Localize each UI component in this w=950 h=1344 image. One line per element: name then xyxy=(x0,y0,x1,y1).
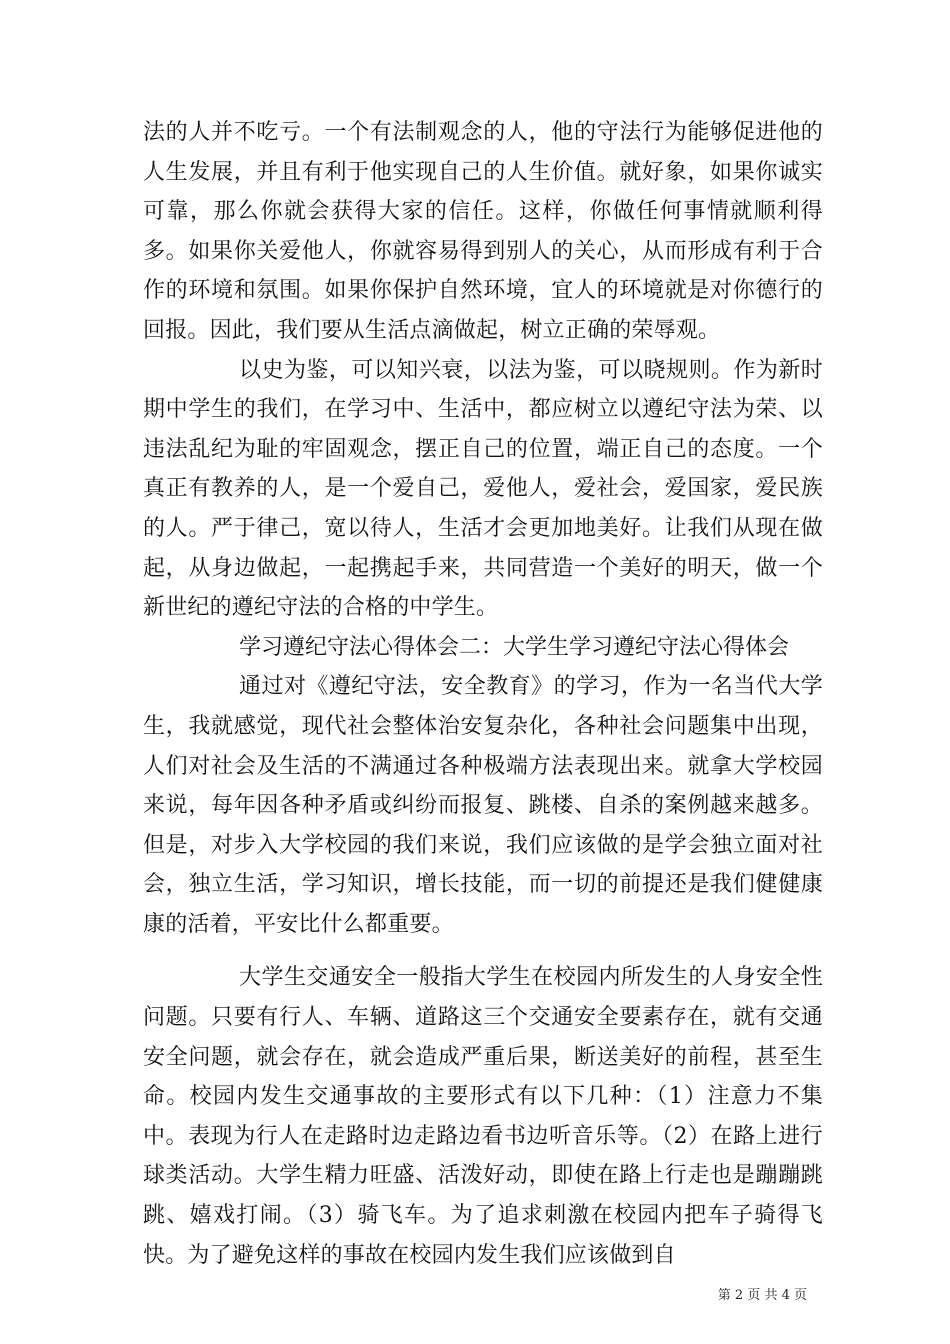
paragraph-3: 通过对《遵纪守法，安全教育》的学习，作为一名当代大学生，我就感觉，现代社会整体治安复杂化，各种社会问题集中出现，人们对社会及生活的不满通过各种极端方法表现出来。就拿大学校园来说，每年因各种矛盾或纠纷而报复、跳楼、自杀的案例越来越多。但是，对步入大学校园的我们来说，我们应该做的是学会独立面对社会，独立生活，学习知识，增长技能，而一切的前提还是我们健健康康的活着，平安比什么都重要。 xyxy=(143,674,823,937)
section-heading: 学习遵纪守法心得体会二：大学生学习遵纪守法心得体会 xyxy=(239,634,790,660)
paragraph-2: 以史为鉴，可以知兴衰，以法为鉴，可以晓规则。作为新时期中学生的我们，在学习中、生活中，都应树立以遵纪守法为荣、以违法乱纪为耻的牢固观念，摆正自己的位置，端正自己的态度。一个真正有教养的人，是一个爱自己，爱他人，爱社会，爱国家，爱民族的人。严于律己，宽以待人，生活才会更加地美好。让我们从现在做起，从身边做起，一起携起手来，共同营造一个美好的明天，做一个新世纪的遵纪守法的合格的中学生。 xyxy=(143,357,823,621)
page-number-footer: 第 2 页 共 4 页 xyxy=(717,1288,807,1303)
document-body xyxy=(143,113,823,1275)
paragraph-spacer xyxy=(143,944,823,958)
paragraph-1: 法的人并不吃亏。一个有法制观念的人，他的守法行为能够促进他的人生发展，并且有利于他实现自己的人生价值。就好象，如果你诚实可靠，那么你就会获得大家的信任。这样，你做任何事情就顺利得多。如果你关爱他人，你就容易得到别人的关心，从而形成有利于合作的环境和氛围。如果你保护自然环境，宜人的环境就是对你德行的回报。因此，我们要从生活点滴做起，树立正确的荣辱观。 xyxy=(143,120,823,343)
paragraph-4: 大学生交通安全一般指大学生在校园内所发生的人身安全性问题。只要有行人、车辆、道路这三个交通安全要素存在，就有交通安全问题，就会存在，就会造成严重后果，断送美好的前程，甚至生命。校园内发生交通事故的主要形式有以下几种：（1）注意力不集中。表现为行人在走路时边走路边看书边听音乐等。（2）在路上进行球类活动。大学生精力旺盛、活泼好动，即使在路上行走也是蹦蹦跳跳、嬉戏打闹。（3）骑飞车。为了追求刺激在校园内把车子骑得飞快。为了避免这样的事故在校园内发生我们应该做到自 xyxy=(143,965,823,1268)
